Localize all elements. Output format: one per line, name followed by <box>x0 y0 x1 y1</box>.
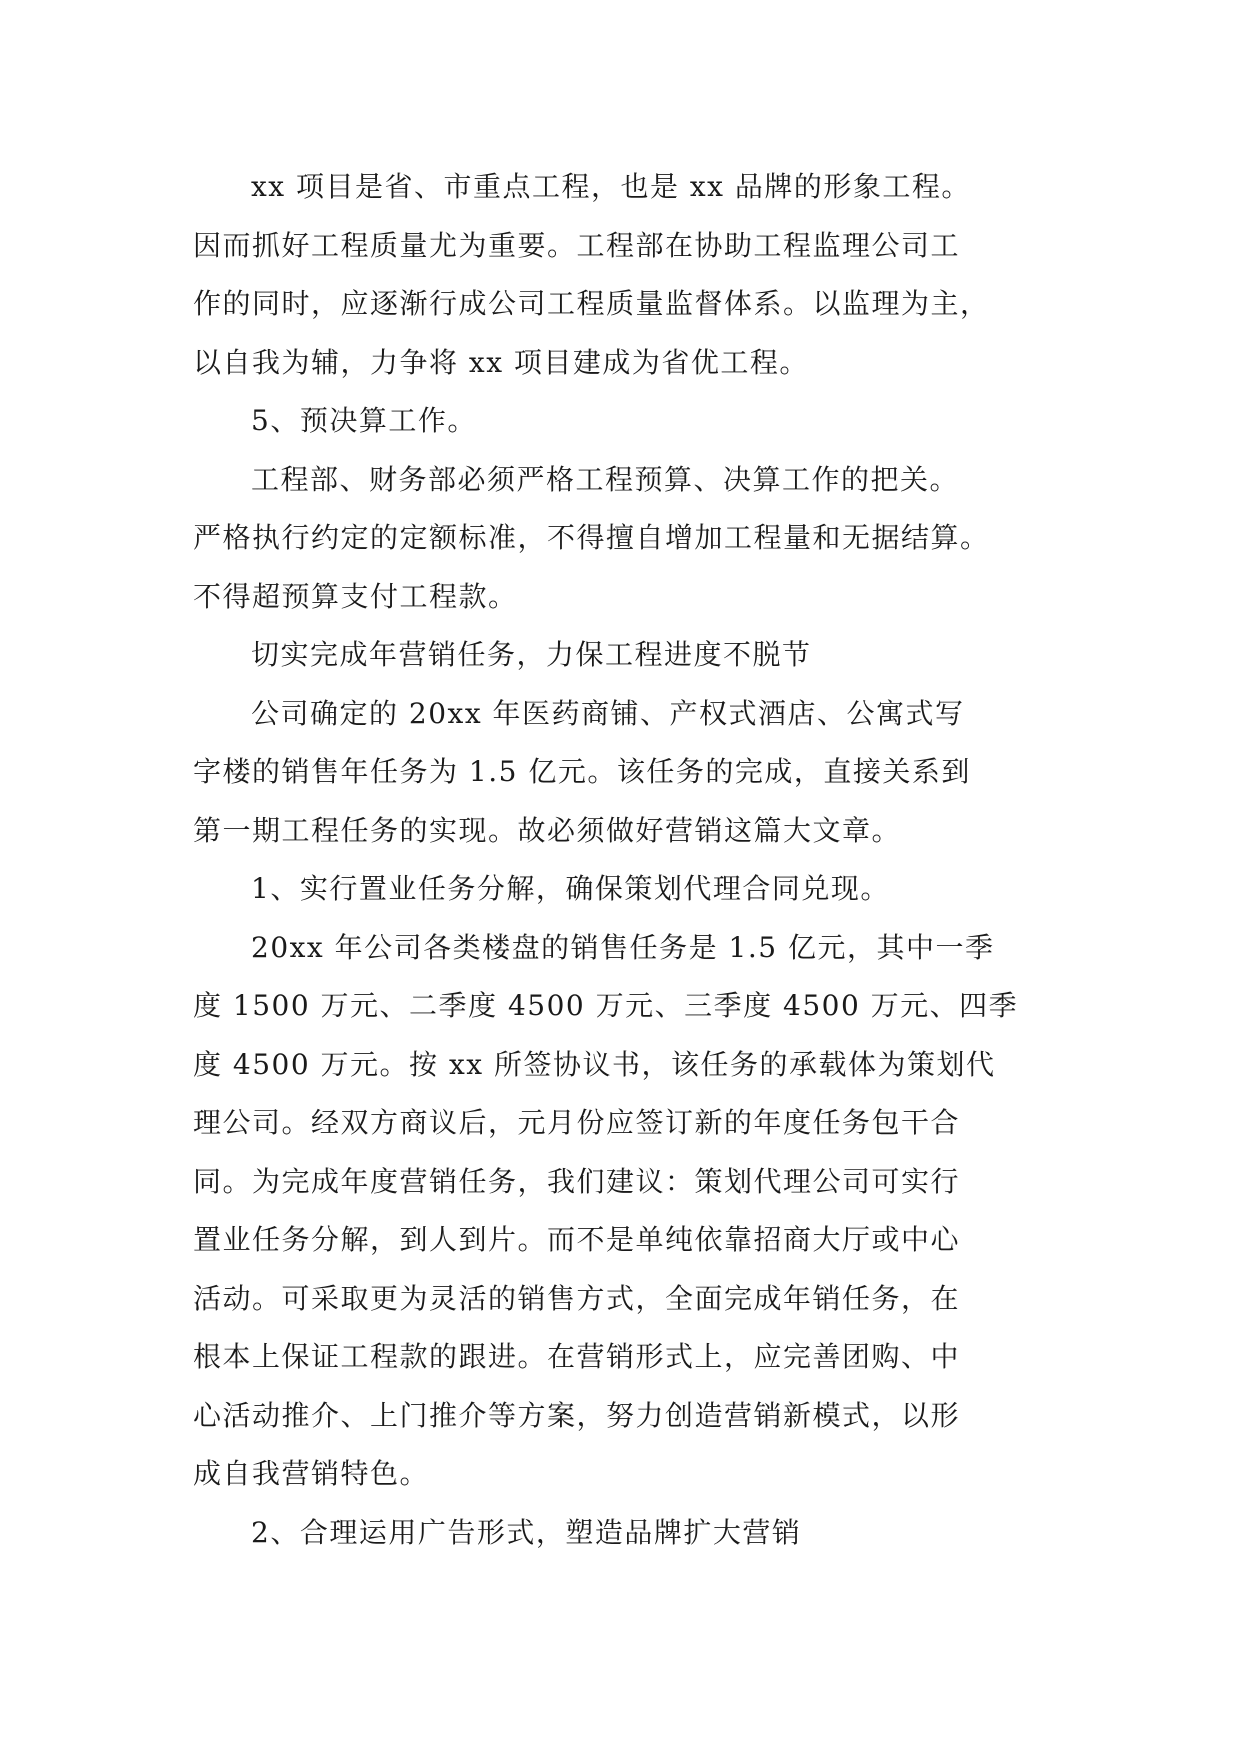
text-line: 置业任务分解，到人到片。而不是单纯依靠招商大厅或中心 <box>193 1223 961 1256</box>
document-body <box>193 158 1063 1562</box>
text-line: 严格执行约定的定额标准，不得擅自增加工程量和无据结算。 <box>193 521 990 554</box>
text-line: 不得超预算支付工程款。 <box>193 579 518 613</box>
text-line: 心活动推介、上门推介等方案，努力创造营销新模式，以形 <box>193 1398 961 1432</box>
text-line: 根本上保证工程款的跟进。在营销形式上，应完善团购、中 <box>193 1340 961 1373</box>
text-line: 同。为完成年度营销任务，我们建议：策划代理公司可实行 <box>193 1164 961 1198</box>
text-line: 20xx 年公司各类楼盘的销售任务是 1.5 亿元，其中一季 <box>251 930 995 964</box>
section-heading: 切实完成年营销任务，力保工程进度不脱节 <box>251 638 812 671</box>
text-line: 以自我为辅，力争将 xx 项目建成为省优工程。 <box>193 345 809 379</box>
text-line: xx 项目是省、市重点工程，也是 xx 品牌的形象工程。 <box>251 170 971 203</box>
section-heading: 5、预决算工作。 <box>251 404 477 437</box>
section-heading: 1、实行置业任务分解，确保策划代理合同兑现。 <box>251 872 890 905</box>
text-line: 成自我营销特色。 <box>193 1457 430 1490</box>
text-line: 度 4500 万元。按 xx 所签协议书，该任务的承载体为策划代 <box>193 1047 996 1081</box>
text-line: 第一期工程任务的实现。故必须做好营销这篇大文章。 <box>193 813 902 847</box>
text-line: 公司确定的 20xx 年医药商铺、产权式酒店、公寓式写 <box>251 696 965 730</box>
text-line: 作的同时，应逐渐行成公司工程质量监督体系。以监理为主， <box>193 287 990 320</box>
section-heading: 2、合理运用广告形式，塑造品牌扩大营销 <box>251 1515 802 1549</box>
text-line: 理公司。经双方商议后，元月份应签订新的年度任务包干合 <box>193 1106 961 1139</box>
text-line: 活动。可采取更为灵活的销售方式，全面完成年销任务，在 <box>193 1281 961 1315</box>
text-line: 因而抓好工程质量尤为重要。工程部在协助工程监理公司工 <box>193 228 961 262</box>
text-line: 度 1500 万元、二季度 4500 万元、三季度 4500 万元、四季 <box>193 989 1019 1022</box>
text-line: 字楼的销售年任务为 1.5 亿元。该任务的完成，直接关系到 <box>193 755 971 788</box>
text-line: 工程部、财务部必须严格工程预算、决算工作的把关。 <box>251 462 960 496</box>
